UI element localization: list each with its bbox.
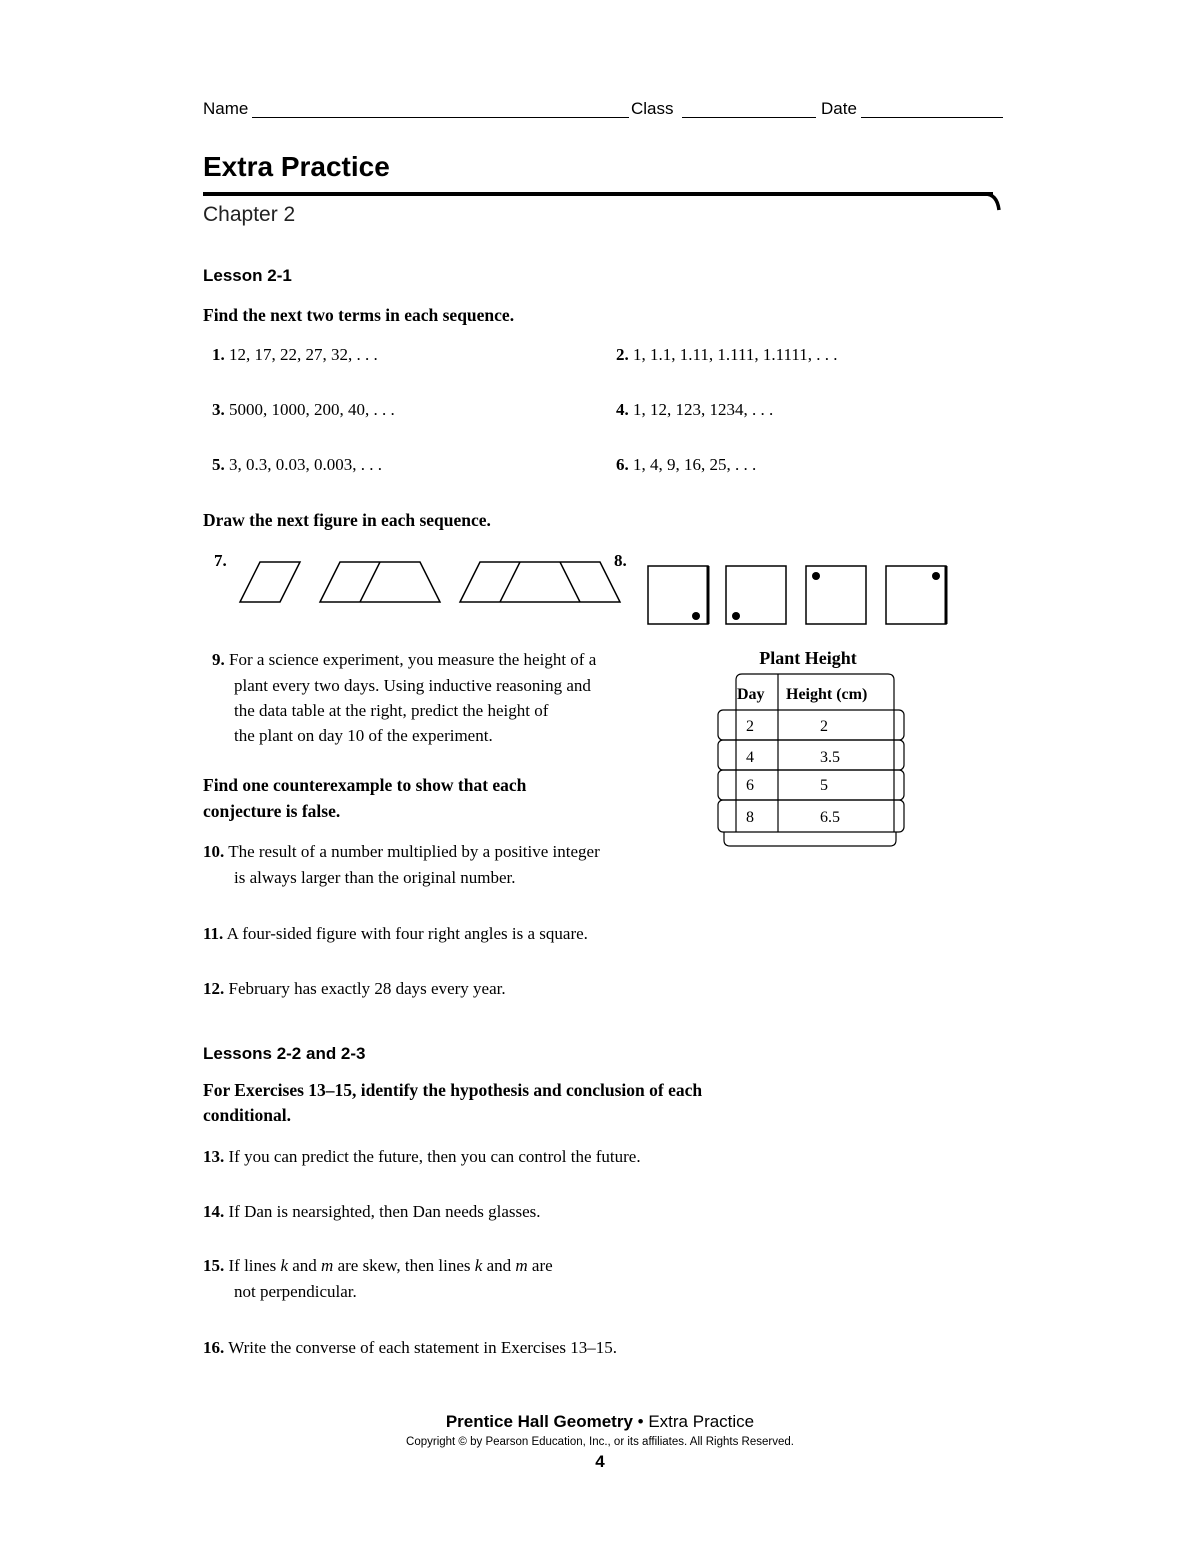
lesson-heading: Lesson 2-1 bbox=[203, 266, 292, 285]
instruction: Find the next two terms in each sequence. bbox=[203, 305, 515, 325]
footer-label: Extra Practice bbox=[648, 1412, 755, 1431]
table-header-height: Height (cm) bbox=[786, 686, 868, 703]
variable-k: k bbox=[474, 1256, 483, 1275]
exercise-number: 1. bbox=[212, 345, 225, 364]
parallelogram-sequence-figure bbox=[236, 558, 622, 606]
exercise-number: 12. bbox=[203, 979, 225, 998]
title-rule bbox=[203, 192, 993, 196]
exercise-9-line: the plant on day 10 of the experiment. bbox=[234, 726, 493, 745]
exercise-6 bbox=[616, 452, 756, 478]
exercise-16 bbox=[203, 1335, 617, 1361]
instruction: Find one counterexample to show that each bbox=[203, 775, 527, 795]
exercise-text: The result of a number multiplied by a positive integer bbox=[228, 842, 600, 861]
exercise-number: 3. bbox=[212, 400, 225, 419]
exercise-text: If you can predict the future, then you can control the future. bbox=[228, 1147, 641, 1166]
exercise-number: 13. bbox=[203, 1147, 225, 1166]
exercise-text: February has exactly 28 days every year. bbox=[228, 979, 506, 998]
exercise-number: 14. bbox=[203, 1202, 225, 1221]
exercise-number: 6. bbox=[616, 455, 629, 474]
table-cell: 6 bbox=[746, 777, 754, 794]
exercise-4 bbox=[616, 397, 773, 423]
footer-book: Prentice Hall Geometry bbox=[445, 1412, 633, 1431]
exercise-text: For a science experiment, you measure the height of a bbox=[229, 650, 597, 669]
exercise-13 bbox=[203, 1144, 641, 1170]
exercise-14 bbox=[203, 1199, 541, 1225]
exercise-text: 1, 1.1, 1.11, 1.111, 1.1111, . . . bbox=[633, 345, 838, 364]
table-header-day: Day bbox=[737, 686, 765, 703]
exercise-text: and bbox=[482, 1256, 516, 1275]
exercise-12 bbox=[203, 976, 506, 1002]
exercise-text: If lines bbox=[228, 1256, 281, 1275]
exercise-number: 7. bbox=[214, 551, 227, 570]
date-label: Date bbox=[821, 99, 857, 118]
exercise-11 bbox=[203, 921, 588, 947]
chapter-label: Chapter 2 bbox=[203, 203, 296, 226]
table-cell: 5 bbox=[820, 777, 828, 794]
exercise-text: 3, 0.3, 0.03, 0.003, . . . bbox=[229, 455, 382, 474]
table-cell: 6.5 bbox=[820, 809, 840, 826]
exercise-number: 10. bbox=[203, 842, 225, 861]
exercise-9-line: plant every two days. Using inductive reasoning and bbox=[234, 676, 591, 695]
instruction: For Exercises 13–15, identify the hypothesis and conclusion of each bbox=[203, 1080, 703, 1100]
class-field[interactable] bbox=[682, 117, 816, 118]
table-cell: 2 bbox=[820, 718, 828, 735]
table-cell: 4 bbox=[746, 749, 754, 766]
exercise-text: 1, 12, 123, 1234, . . . bbox=[633, 400, 774, 419]
exercise-text: 12, 17, 22, 27, 32, . . . bbox=[229, 345, 378, 364]
exercise-text: are skew, then lines bbox=[333, 1256, 475, 1275]
exercise-5 bbox=[212, 452, 382, 478]
exercise-number: 2. bbox=[616, 345, 629, 364]
instruction: conjecture is false. bbox=[203, 801, 341, 821]
instruction: Draw the next figure in each sequence. bbox=[203, 510, 491, 530]
exercise-text: and bbox=[287, 1256, 322, 1275]
exercise-number: 8. bbox=[614, 551, 627, 570]
exercise-text: are bbox=[527, 1256, 553, 1275]
lesson-heading: Lessons 2-2 and 2-3 bbox=[203, 1044, 366, 1063]
page-title: Extra Practice bbox=[203, 151, 390, 182]
variable-k: k bbox=[280, 1256, 288, 1275]
exercise-number: 16. bbox=[203, 1338, 225, 1357]
rule-hook bbox=[985, 192, 1001, 214]
name-label: Name bbox=[203, 99, 249, 118]
table-cell: 8 bbox=[746, 809, 754, 826]
exercise-text: 1, 4, 9, 16, 25, . . . bbox=[633, 455, 757, 474]
exercise-1 bbox=[212, 342, 378, 368]
exercise-number: 9. bbox=[212, 650, 225, 669]
exercise-number: 4. bbox=[616, 400, 629, 419]
name-field[interactable] bbox=[252, 117, 629, 118]
exercise-9-line: the data table at the right, predict the height of bbox=[234, 701, 549, 720]
instruction: conditional. bbox=[203, 1105, 292, 1125]
table-cell: 3.5 bbox=[820, 749, 840, 766]
exercise-text: 5000, 1000, 200, 40, . . . bbox=[229, 400, 395, 419]
copyright: Copyright © by Pearson Education, Inc., or its affiliates. All Rights Reserved. bbox=[406, 1436, 794, 1448]
exercise-number: 5. bbox=[212, 455, 225, 474]
table-title: Plant Height bbox=[759, 648, 857, 668]
exercise-9 bbox=[212, 647, 596, 672]
footer-separator: • bbox=[632, 1412, 649, 1431]
exercise-15 bbox=[203, 1253, 553, 1279]
table-cell: 2 bbox=[746, 718, 754, 735]
exercise-number: 11. bbox=[203, 924, 224, 943]
variable-m: m bbox=[321, 1256, 334, 1275]
page-number: 4 bbox=[595, 1452, 605, 1471]
exercise-2 bbox=[616, 342, 837, 368]
dot-square-sequence-figure bbox=[644, 562, 950, 628]
date-field[interactable] bbox=[861, 117, 1003, 118]
exercise-text: If Dan is nearsighted, then Dan needs glasses. bbox=[228, 1202, 541, 1221]
exercise-3 bbox=[212, 397, 395, 423]
exercise-text: A four-sided figure with four right angles is a square. bbox=[226, 924, 588, 943]
footer-title bbox=[0, 1412, 1200, 1432]
exercise-10 bbox=[203, 839, 600, 865]
exercise-15-line: not perpendicular. bbox=[234, 1282, 357, 1301]
exercise-text: Write the converse of each statement in Exercises 13–15. bbox=[228, 1338, 617, 1357]
exercise-10-line: is always larger than the original number. bbox=[234, 868, 516, 887]
class-label: Class bbox=[631, 99, 674, 118]
variable-m: m bbox=[515, 1256, 528, 1275]
exercise-number: 15. bbox=[203, 1256, 225, 1275]
